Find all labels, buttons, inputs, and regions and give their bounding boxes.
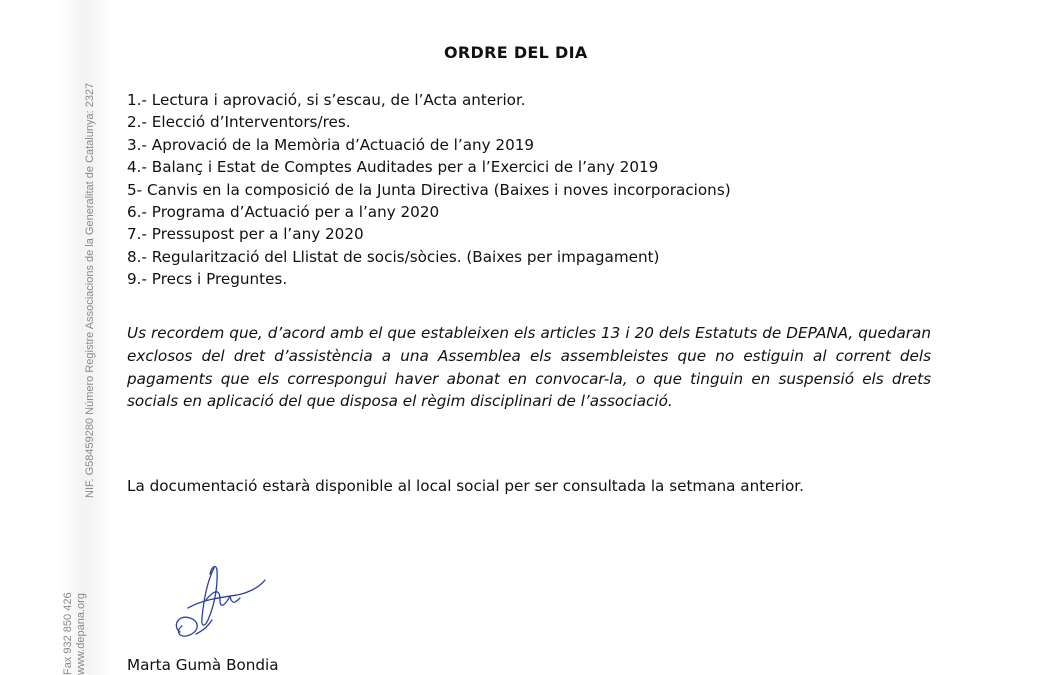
registry-info: NIF. G58459280 Número Registre Associacions de la Generalitat de Catalunya: 2327 bbox=[84, 82, 96, 498]
agenda-item: 8.- Regularització del Llistat de socis/sòcies. (Baixes per impagament) bbox=[127, 247, 660, 266]
agenda-item: 6.- Programa d’Actuació per a l’any 2020 bbox=[127, 203, 440, 222]
agenda-item: 1.- Lectura i aprovació, si s’escau, de l’Acta anterior. bbox=[127, 91, 526, 109]
agenda-item: 9.- Precs i Preguntes. bbox=[127, 270, 288, 289]
page-title: ORDRE DEL DIA bbox=[444, 43, 588, 62]
signature-image bbox=[168, 560, 268, 650]
agenda-item: 5- Canvis en la composició de la Junta Directiva (Baixes i noves incorporacions) bbox=[127, 180, 731, 199]
agenda-item: 4.- Balanç i Estat de Comptes Auditades per a l’Exercici de l’any 2019 bbox=[127, 158, 659, 177]
website-link[interactable]: www.depana.org bbox=[75, 593, 87, 675]
documentation-note: La documentació estarà disponible al local social per ser consultada la setmana anterior. bbox=[127, 477, 804, 495]
agenda-item: 3.- Aprovació de la Memòria d’Actuació de l’any 2019 bbox=[127, 135, 535, 154]
agenda-item: 7.- Pressupost per a l’any 2020 bbox=[127, 225, 364, 244]
signer-name: Marta Gumà Bondia bbox=[127, 656, 279, 674]
notice-paragraph: Us recordem que, d’acord amb el que estableixen els articles 13 i 20 dels Estatuts de DEPANA, quedaran exclosos del dret d’assistència a una Assemblea els assembleistes que no estiguin al corrent dels pagaments que els correspongui haver abonat en convocar-la, o que tinguin en suspensió els drets socials en aplicació del que disposa el règim disciplinari de l’associació. bbox=[127, 324, 931, 411]
agenda-item: 2.- Elecció d’Interventors/res. bbox=[127, 113, 351, 132]
agenda-list bbox=[127, 89, 731, 291]
fax-number: Fax 932 850 426 bbox=[62, 592, 74, 675]
